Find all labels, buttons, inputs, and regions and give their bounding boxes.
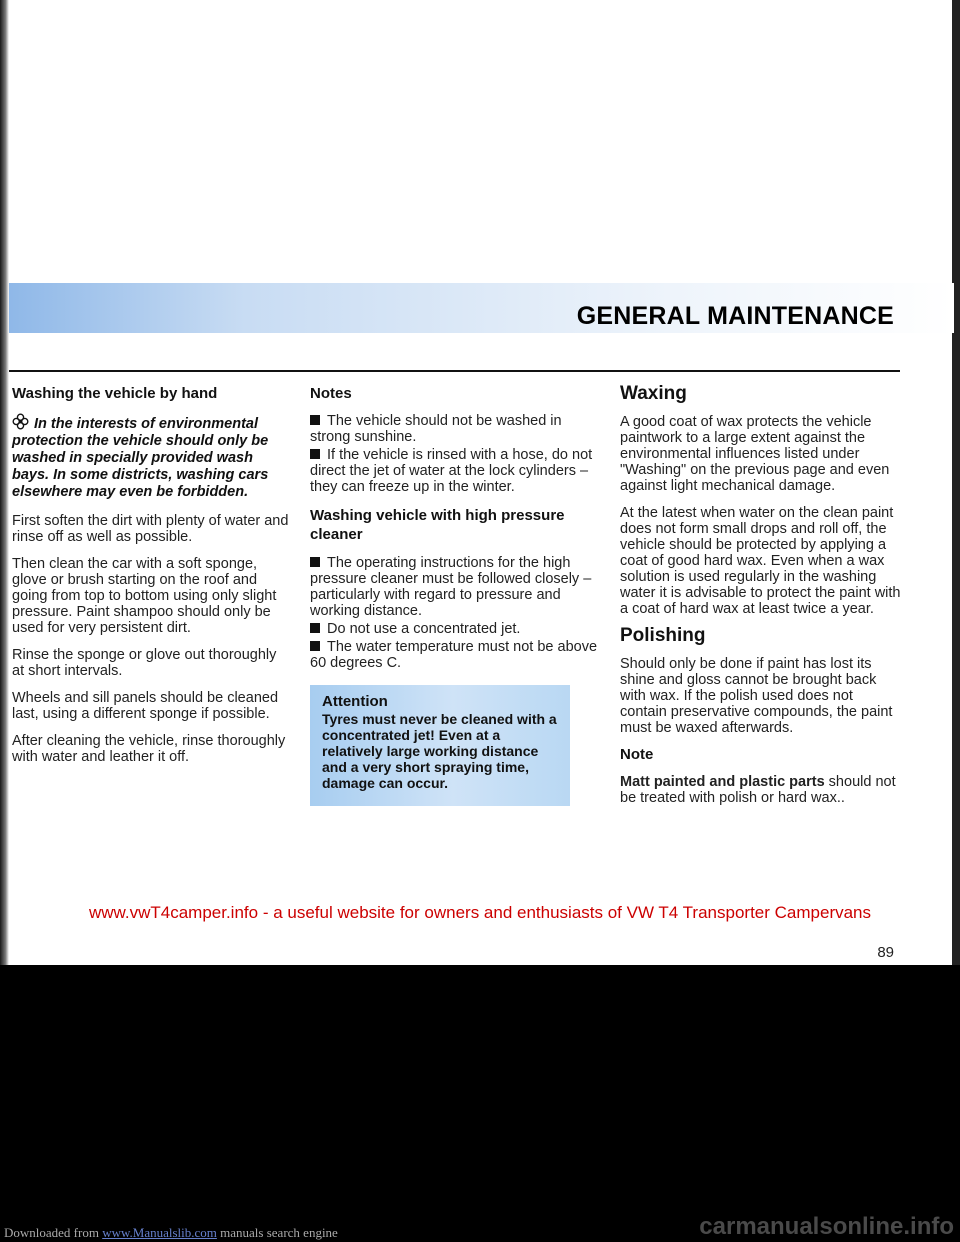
right-column [620,383,902,817]
website-banner: www.vwT4camper.info - a useful website for owners and enthusiasts of VW T4 Transporter Campervans [88,903,872,922]
watermark: carmanualsonline.info [699,1213,954,1240]
pressure-item: The operating instructions for the high pressure cleaner must be followed closely – particularly with regard to pressure and working distance. [310,555,600,619]
page-right-edge [952,0,960,965]
manualslib-link[interactable]: www.Manualslib.com [102,1225,217,1240]
footer-suffix: manuals search engine [216,1225,338,1240]
waxing-heading: Waxing [620,383,687,404]
paragraph: Should only be done if paint has lost its shine and gloss cannot be brought back with wax. If the polish used does not contain preservative compounds, the paint must be waxed afterwards. [620,656,893,736]
header-rule [9,370,900,372]
pressure-item: The water temperature must not be above 60 degrees C. [310,639,600,671]
middle-column [310,386,600,806]
washing-by-hand-heading: Washing the vehicle by hand [12,385,218,402]
note-heading: Note [620,746,654,763]
attention-title: Attention [322,693,388,710]
environment-note [12,413,292,501]
note-bold-text: Matt painted and plastic parts [620,774,825,790]
polishing-heading: Polishing [620,625,706,646]
download-footer [4,1225,338,1241]
footer-prefix: Downloaded from [4,1225,103,1240]
attention-text: Tyres must never be cleaned with a concentrated jet! Even at a relatively large working distance and a very short spraying time, damage can occur. [322,711,557,791]
pressure-item: Do not use a concentrated jet. [310,621,600,637]
notes-heading: Notes [310,385,352,402]
paragraph: Then clean the car with a soft sponge, glove or brush starting on the roof and going from top to bottom using only slight pressure. Paint shampoo should only be used for very persistent dirt. [12,556,277,636]
paragraph: Rinse the sponge or glove out thoroughly at short intervals. [12,647,277,679]
high-pressure-heading: Washing vehicle with high pressure cleaner [310,507,565,543]
left-column [12,386,292,776]
note-item: If the vehicle is rinsed with a hose, do not direct the jet of water at the lock cylinders – they can freeze up in the winter. [310,447,600,495]
note-paragraph [620,774,902,806]
paragraph: Wheels and sill panels should be cleaned last, using a different sponge if possible. [12,690,279,722]
page-number: 89 [877,944,894,961]
paragraph: A good coat of wax protects the vehicle paintwork to a large extent against the environmental influences listed under "Washing" on the previous page and even against light mechanical damage. [620,414,890,494]
environment-note-text: In the interests of environmental protection the vehicle should only be washed in specially provided wash bays. In some districts, washing cars elsewhere may even be forbidden. [12,416,269,500]
section-title: GENERAL MAINTENANCE [576,302,894,330]
paragraph: First soften the dirt with plenty of water and rinse off as well as possible. [12,513,289,545]
note-item: The vehicle should not be washed in strong sunshine. [310,413,600,445]
note-rest-text: should not be treated with polish or hard wax.. [620,774,896,806]
attention-box [310,685,570,806]
paragraph: After cleaning the vehicle, rinse thoroughly with water and leather it off. [12,733,286,765]
flower-icon [12,413,29,430]
page-binding-edge [0,0,9,965]
paragraph: At the latest when water on the clean paint does not form small drops and roll off, the vehicle should be protected by applying a coat of good hard wax. Even when a wax solution is used regularly in the washing water it is advisable to protect the paint with a coat of hard wax at least twice a year. [620,505,901,617]
